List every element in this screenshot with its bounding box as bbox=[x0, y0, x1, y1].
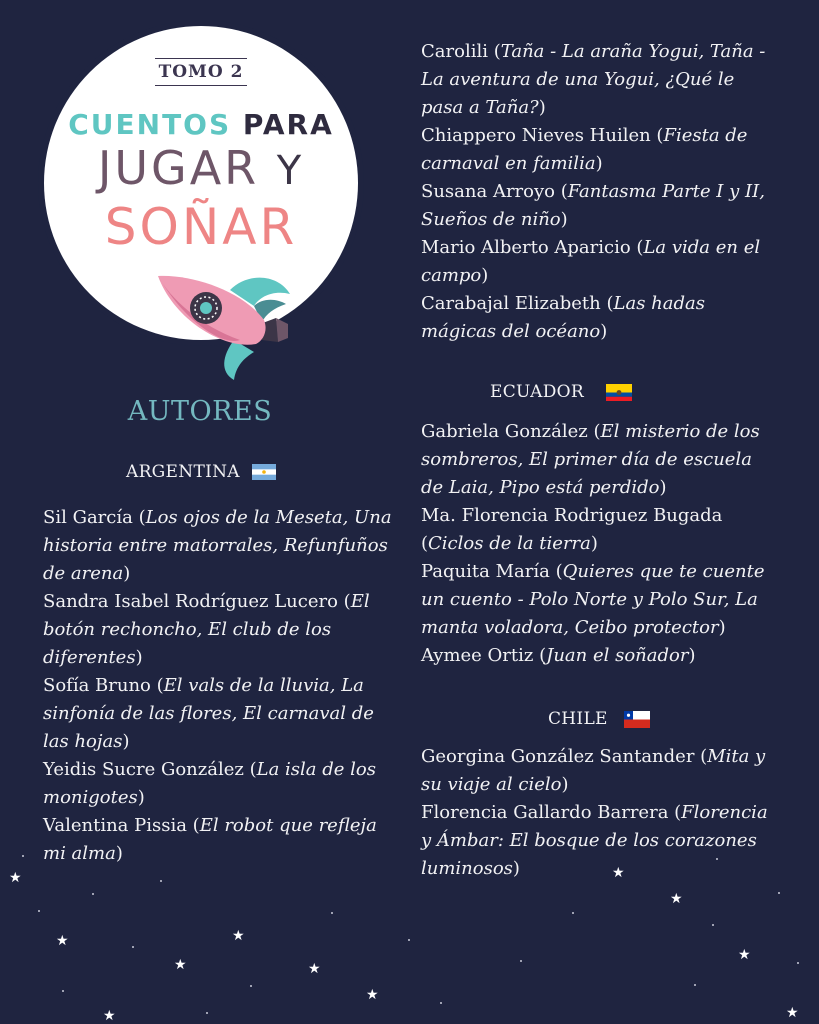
star-dot bbox=[778, 892, 780, 894]
star-icon: ★ bbox=[56, 933, 69, 949]
star-dot bbox=[250, 985, 252, 987]
country-name: ECUADOR bbox=[490, 382, 584, 402]
list-item: Carolili (Taña - La araña Yogui, Taña - La aventura de una Yogui, ¿Qué le pasa a Taña?) bbox=[421, 41, 766, 118]
star-icon: ★ bbox=[9, 870, 22, 886]
list-item: Sandra Isabel Rodríguez Lucero (El botón rechoncho, El club de los diferentes) bbox=[43, 591, 370, 668]
star-dot bbox=[331, 912, 333, 914]
rocket-icon bbox=[150, 268, 300, 386]
star-icon: ★ bbox=[174, 957, 187, 973]
star-icon: ★ bbox=[738, 947, 751, 963]
star-dot bbox=[160, 880, 162, 882]
list-item: Carabajal Elizabeth (Las hadas mágicas del océano) bbox=[421, 293, 705, 342]
list-item: Mario Alberto Aparicio (La vida en el campo) bbox=[421, 237, 761, 286]
chile-flag-icon bbox=[624, 711, 648, 727]
list-item: Sil García (Los ojos de la Meseta, Una historia entre matorrales, Refunfuños de arena) bbox=[43, 507, 392, 584]
star-icon: ★ bbox=[786, 1005, 799, 1021]
star-dot bbox=[408, 939, 410, 941]
star-icon: ★ bbox=[232, 928, 245, 944]
title-cuentos: CUENTOS bbox=[68, 108, 232, 141]
title-sonar: SOÑAR bbox=[104, 198, 298, 256]
list-item: Yeidis Sucre González (La isla de los monigotes) bbox=[43, 759, 376, 808]
list-item: Florencia Gallardo Barrera (Florencia y Ámbar: El bosque de los corazones luminosos) bbox=[421, 802, 768, 879]
list-item: Georgina González Santander (Mita y su viaje al cielo) bbox=[421, 746, 766, 795]
star-dot bbox=[694, 984, 696, 986]
star-dot bbox=[62, 990, 64, 992]
list-item: Valentina Pissia (El robot que refleja mi alma) bbox=[43, 815, 377, 864]
country-name: CHILE bbox=[548, 709, 608, 729]
star-icon: ★ bbox=[308, 961, 321, 977]
star-dot bbox=[38, 910, 40, 912]
list-item: Paquita María (Quieres que te cuente un cuento - Polo Norte y Polo Sur, La manta voladora, Ceibo protector) bbox=[421, 561, 765, 638]
chile-list bbox=[421, 743, 773, 883]
star-dot bbox=[520, 960, 522, 962]
star-icon: ★ bbox=[612, 865, 625, 881]
ecuador-list bbox=[421, 418, 773, 670]
star-dot bbox=[132, 946, 134, 948]
star-dot bbox=[22, 855, 24, 857]
list-item: Chiappero Nieves Huilen (Fiesta de carnaval en familia) bbox=[421, 125, 748, 174]
star-dot bbox=[206, 1012, 208, 1014]
country-chile bbox=[548, 709, 648, 729]
title-para: PARA bbox=[242, 108, 334, 141]
argentina-flag-icon bbox=[252, 464, 276, 480]
star-dot bbox=[92, 893, 94, 895]
star-dot bbox=[797, 962, 799, 964]
list-item: Aymee Ortiz (Juan el soñador) bbox=[421, 645, 696, 666]
authors-heading: AUTORES bbox=[127, 396, 273, 427]
list-item: Susana Arroyo (Fantasma Parte I y II, Sueños de niño) bbox=[421, 181, 765, 230]
country-argentina bbox=[126, 462, 276, 482]
title-line-1 bbox=[38, 108, 364, 141]
title-line-2 bbox=[38, 140, 364, 199]
country-ecuador bbox=[490, 382, 630, 402]
star-dot bbox=[440, 1002, 442, 1004]
star-dot bbox=[572, 912, 574, 914]
list-item: Gabriela González (El misterio de los sombreros, El primer día de escuela de Laia, Pipo está perdido) bbox=[421, 421, 760, 498]
star-dot bbox=[716, 858, 718, 860]
star-dot bbox=[712, 924, 714, 926]
list-item: Sofía Bruno (El vals de la lluvia, La sinfonía de las flores, El carnaval de las hojas) bbox=[43, 675, 374, 752]
country-name: ARGENTINA bbox=[126, 462, 240, 482]
ecuador-flag-icon bbox=[606, 384, 630, 400]
list-item: Ma. Florencia Rodriguez Bugada (Ciclos de la tierra) bbox=[421, 505, 723, 554]
argentina-list bbox=[43, 504, 393, 868]
star-icon: ★ bbox=[670, 891, 683, 907]
star-icon: ★ bbox=[366, 987, 379, 1003]
argentina-list-continued bbox=[421, 38, 773, 346]
title-jugar: JUGAR bbox=[97, 141, 260, 195]
star-icon: ★ bbox=[103, 1008, 116, 1024]
tomo-label: TOMO 2 bbox=[155, 58, 248, 86]
title-y: Y bbox=[276, 148, 305, 194]
